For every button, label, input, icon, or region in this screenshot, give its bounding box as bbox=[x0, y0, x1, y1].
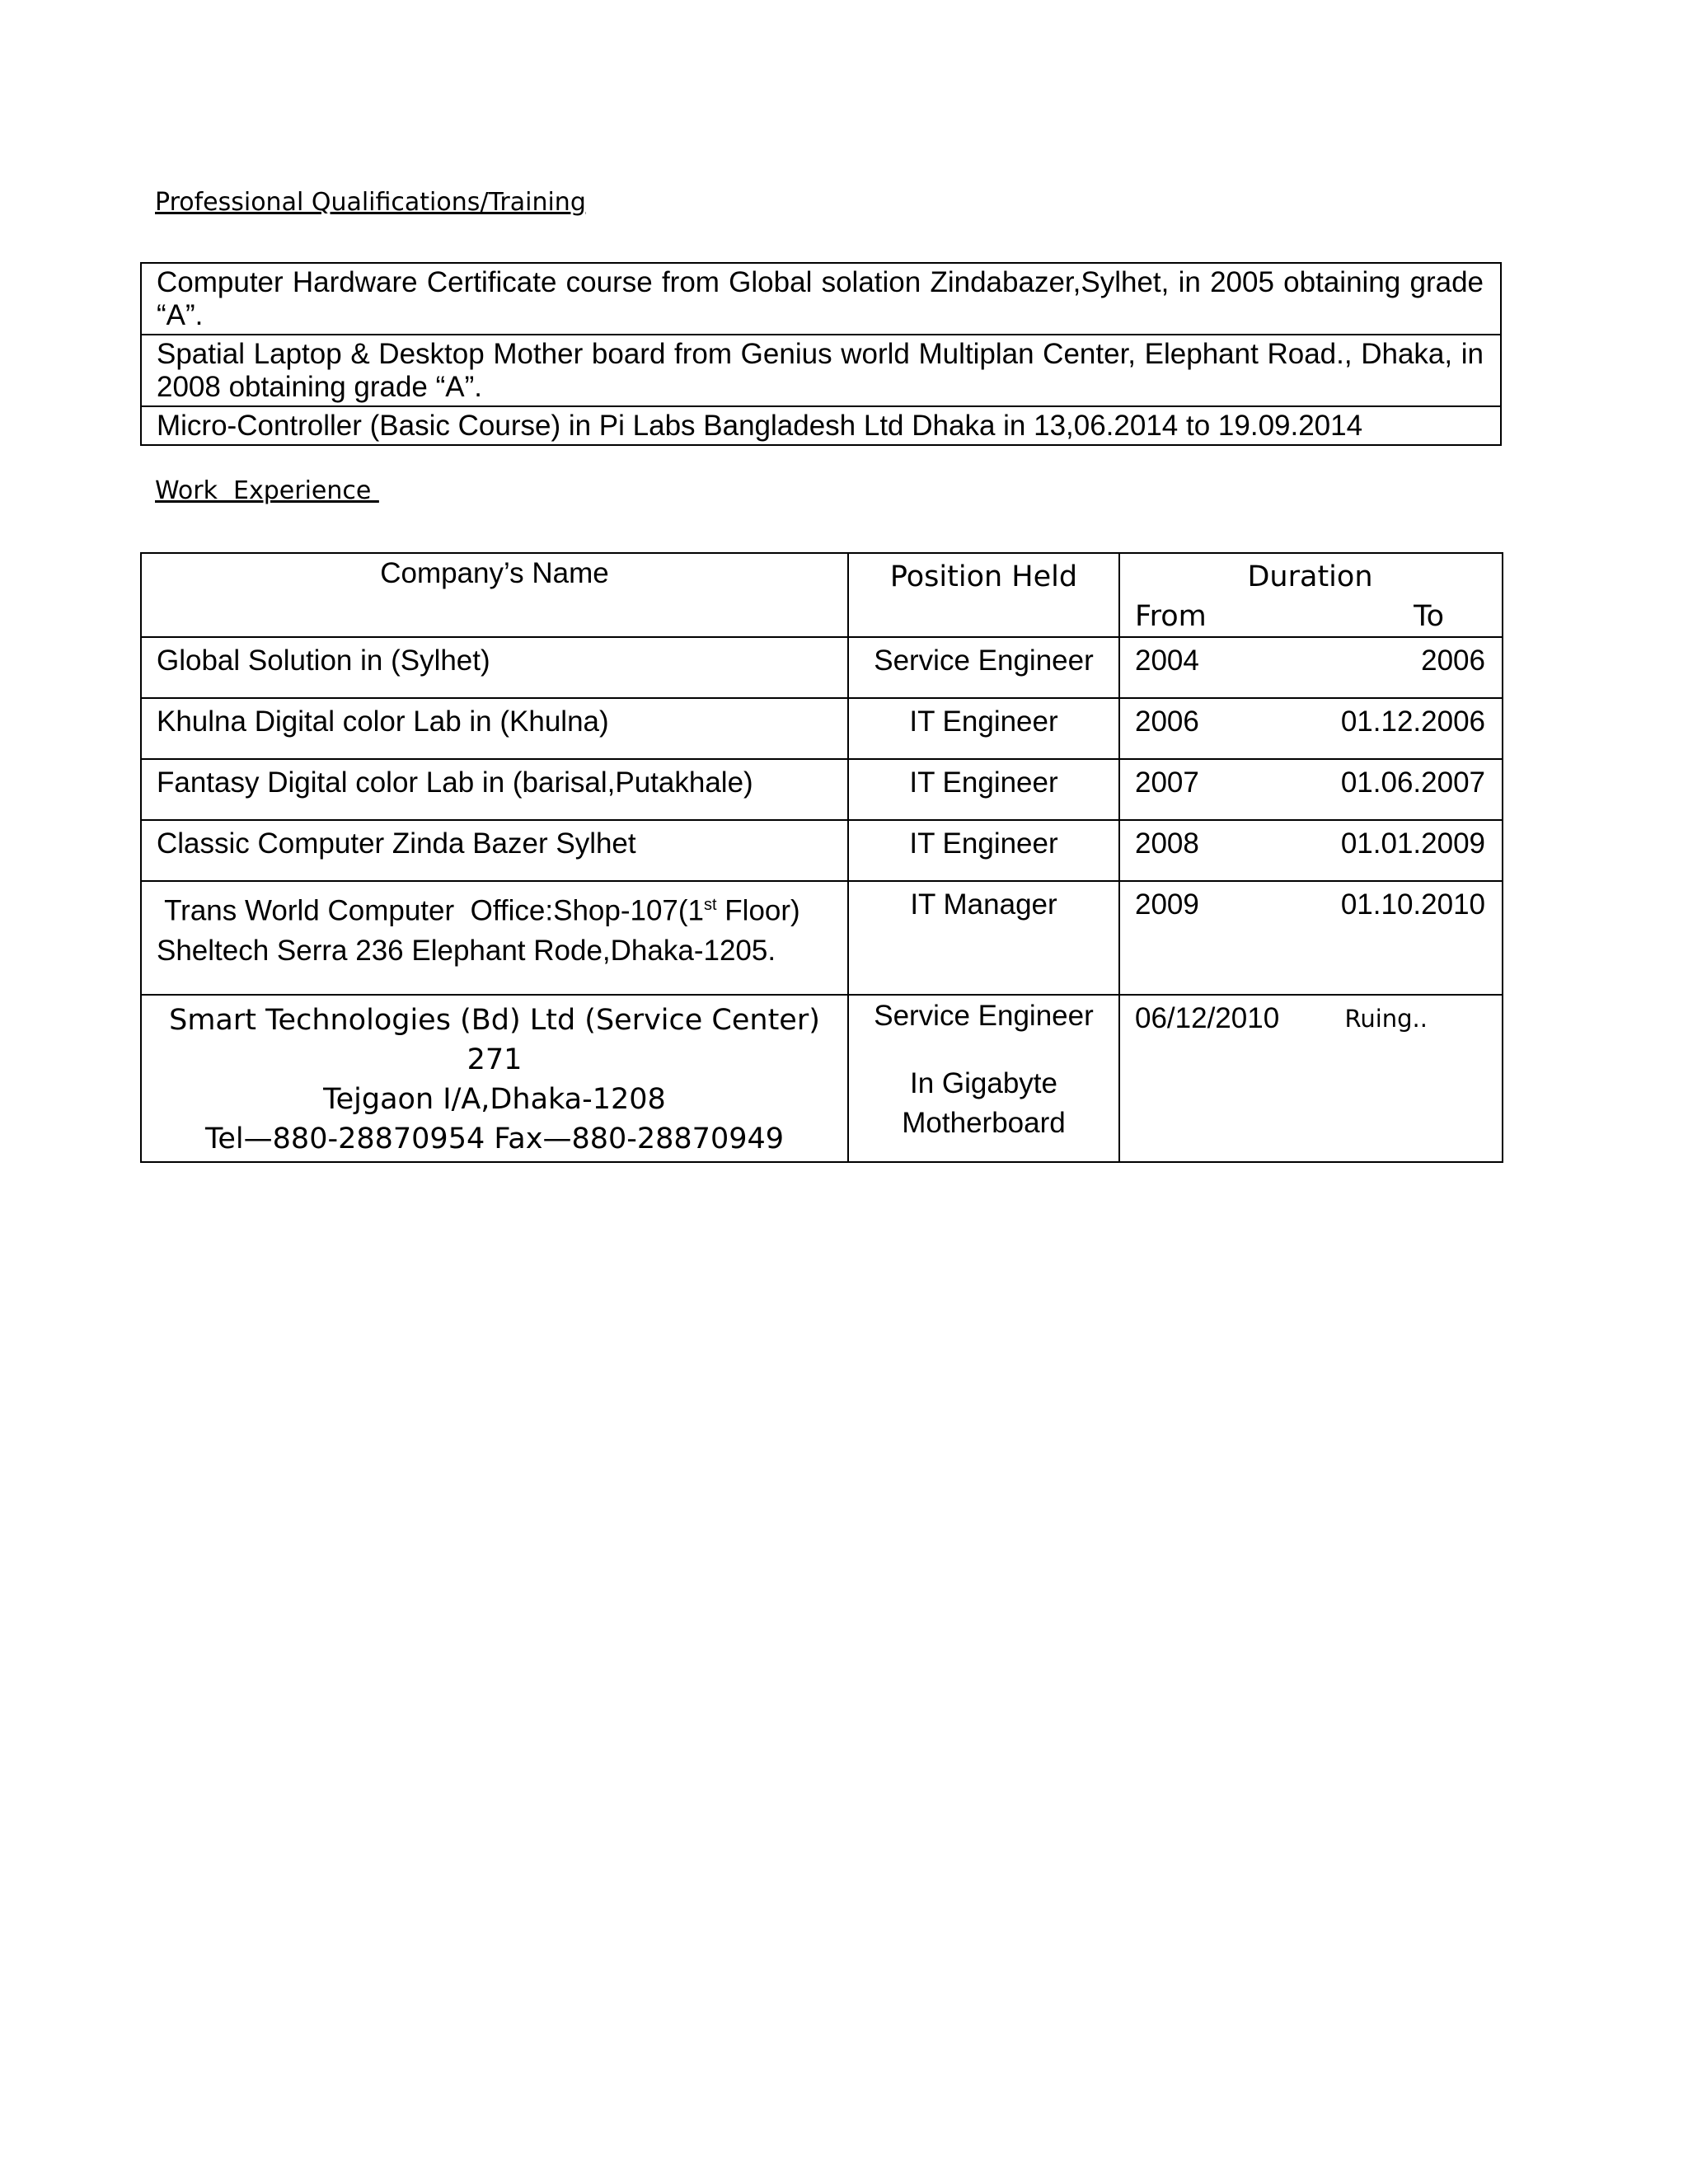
company-address-line: Tejgaon I/A,Dhaka-1208 bbox=[323, 1083, 666, 1116]
company-name-line bbox=[157, 885, 832, 931]
to-date: Ruing.. bbox=[1344, 1005, 1428, 1033]
company-name-line: Smart Technologies (Bd) Ltd (Service Center) 271 bbox=[169, 1004, 820, 1076]
table-row bbox=[141, 406, 1501, 445]
position-line: Motherboard bbox=[902, 1107, 1066, 1139]
qualifications-table bbox=[140, 262, 1502, 446]
table-row bbox=[141, 263, 1501, 335]
duration bbox=[1119, 759, 1503, 820]
duration-label: Duration bbox=[1247, 560, 1373, 593]
company-name-header: Company’s Name bbox=[141, 553, 848, 637]
qualifications-heading: Professional Qualifications/Training bbox=[155, 188, 586, 217]
table-row bbox=[141, 698, 1503, 759]
position-line: In Gigabyte bbox=[910, 1067, 1057, 1099]
duration-subheader bbox=[1135, 597, 1485, 636]
position-held bbox=[848, 995, 1119, 1162]
company-name: Classic Computer Zinda Bazer Sylhet bbox=[141, 820, 848, 881]
company-name: Fantasy Digital color Lab in (barisal,Putakhale) bbox=[141, 759, 848, 820]
to-date: 01.12.2006 bbox=[1340, 705, 1485, 738]
table-header-row bbox=[141, 553, 1503, 637]
from-date: 2007 bbox=[1135, 766, 1199, 799]
work-experience-heading: Work Experience bbox=[155, 476, 379, 505]
position-held: IT Engineer bbox=[848, 820, 1119, 881]
from-header: From bbox=[1135, 600, 1207, 633]
from-date: 2006 bbox=[1135, 705, 1199, 738]
duration bbox=[1119, 698, 1503, 759]
from-date: 2008 bbox=[1135, 827, 1199, 860]
qualification-item: Spatial Laptop & Desktop Mother board from Genius world Multiplan Center, Elephant Road., Dhaka, in 2008 obtaining grade “A”. bbox=[141, 335, 1501, 406]
table-row bbox=[141, 759, 1503, 820]
company-name: Global Solution in (Sylhet) bbox=[141, 637, 848, 698]
company-name bbox=[141, 995, 848, 1162]
position-held-header: Position Held bbox=[848, 553, 1119, 637]
table-row bbox=[141, 820, 1503, 881]
from-date: 2009 bbox=[1135, 888, 1199, 921]
table-row bbox=[141, 637, 1503, 698]
duration bbox=[1119, 820, 1503, 881]
from-date: 06/12/2010 bbox=[1135, 1002, 1280, 1034]
company-name: Khulna Digital color Lab in (Khulna) bbox=[141, 698, 848, 759]
qualification-item: Computer Hardware Certificate course from Global solation Zindabazer,Sylhet, in 2005 obtaining grade “A”. bbox=[141, 263, 1501, 335]
position-held: IT Engineer bbox=[848, 759, 1119, 820]
position-held: IT Engineer bbox=[848, 698, 1119, 759]
to-date: 01.06.2007 bbox=[1340, 766, 1485, 799]
position-held: IT Manager bbox=[848, 881, 1119, 995]
company-name-text: Floor) bbox=[716, 894, 800, 927]
table-row bbox=[141, 335, 1501, 406]
to-date: 01.01.2009 bbox=[1340, 827, 1485, 860]
position-line: Service Engineer bbox=[874, 1000, 1094, 1032]
company-name bbox=[141, 881, 848, 995]
table-row bbox=[141, 881, 1503, 995]
company-contact-line: Tel—880-28870954 Fax—880-28870949 bbox=[204, 1122, 785, 1155]
duration-header bbox=[1119, 553, 1503, 637]
table-row bbox=[141, 995, 1503, 1162]
from-date: 2004 bbox=[1135, 644, 1199, 677]
qualification-item: Micro-Controller (Basic Course) in Pi Labs Bangladesh Ltd Dhaka in 13,06.2014 to 19.09.2014 bbox=[141, 406, 1501, 445]
to-header: To bbox=[1414, 600, 1444, 633]
to-date: 01.10.2010 bbox=[1340, 888, 1485, 921]
work-experience-table bbox=[140, 552, 1503, 1163]
duration bbox=[1119, 881, 1503, 995]
ordinal-suffix: st bbox=[704, 896, 717, 914]
company-address-line: Sheltech Serra 236 Elephant Rode,Dhaka-1205. bbox=[157, 934, 776, 967]
company-name-text: Trans World Computer Office:Shop-107(1 bbox=[157, 894, 705, 927]
duration bbox=[1119, 637, 1503, 698]
duration bbox=[1119, 995, 1503, 1162]
to-date: 2006 bbox=[1421, 644, 1485, 677]
position-held: Service Engineer bbox=[848, 637, 1119, 698]
